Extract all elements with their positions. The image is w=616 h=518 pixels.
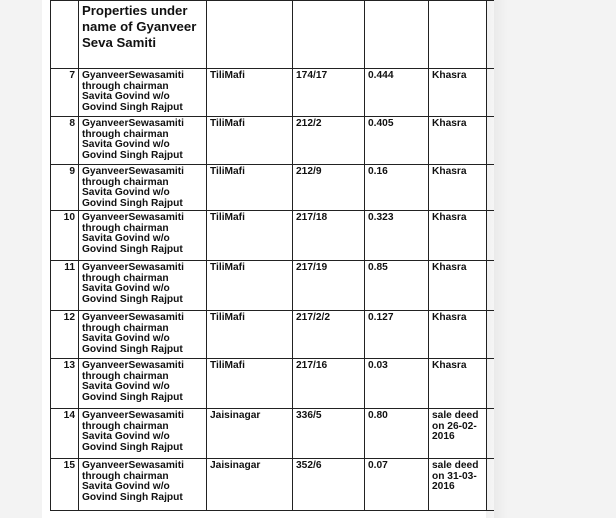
record-type-cell: Khasra xyxy=(429,69,487,117)
table-row xyxy=(51,117,495,165)
area-cell: 0.323 xyxy=(365,211,429,261)
village-cell: TiliMafi xyxy=(207,165,293,211)
record-type-cell: Khasra xyxy=(429,261,487,311)
table-cell-empty xyxy=(51,1,79,69)
owner-cell xyxy=(79,311,207,359)
owner-line: Savita Govind w/o xyxy=(82,333,170,344)
owner-line: Govind Singh Rajput xyxy=(82,149,183,161)
owner-line: Savita Govind w/o xyxy=(82,481,170,492)
khasra-number-cell: 174/17 xyxy=(293,69,365,117)
serial-number: 14 xyxy=(51,409,79,459)
table-heading-row xyxy=(51,1,495,69)
table-row xyxy=(51,311,495,359)
owner-line: Savita Govind w/o xyxy=(82,431,170,442)
serial-number: 9 xyxy=(51,165,79,211)
table-row xyxy=(51,165,495,211)
owner-line: Govind Singh Rajput xyxy=(82,441,183,453)
serial-number: 12 xyxy=(51,311,79,359)
owner-line: GyanveerSewasamiti xyxy=(82,360,184,371)
owner-line: GyanveerSewasamiti xyxy=(82,118,184,129)
table-cell-empty xyxy=(207,1,293,69)
table-cell-empty xyxy=(365,1,429,69)
khasra-number-cell: 336/5 xyxy=(293,409,365,459)
khasra-number-cell: 212/9 xyxy=(293,165,365,211)
table-row xyxy=(51,359,495,409)
owner-cell xyxy=(79,117,207,165)
owner-line: GyanveerSewasamiti xyxy=(82,460,184,471)
owner-line: Savita Govind w/o xyxy=(82,233,170,244)
village-cell: TiliMafi xyxy=(207,359,293,409)
owner-line: Govind Singh Rajput xyxy=(82,293,183,305)
page-edge-shadow xyxy=(486,0,508,518)
owner-line: through chairman xyxy=(82,128,169,140)
owner-line: Govind Singh Rajput xyxy=(82,343,183,355)
owner-line: Savita Govind w/o xyxy=(82,139,170,150)
owner-line: through chairman xyxy=(82,370,169,382)
area-cell: 0.85 xyxy=(365,261,429,311)
table-heading: Properties under name of Gyanveer Seva Samiti xyxy=(79,1,207,69)
khasra-number-cell: 217/18 xyxy=(293,211,365,261)
owner-line: Savita Govind w/o xyxy=(82,187,170,198)
khasra-number-cell: 217/16 xyxy=(293,359,365,409)
table-row xyxy=(51,459,495,511)
area-cell: 0.405 xyxy=(365,117,429,165)
properties-table-body xyxy=(51,1,495,511)
owner-cell xyxy=(79,165,207,211)
serial-number: 13 xyxy=(51,359,79,409)
owner-line: Savita Govind w/o xyxy=(82,283,170,294)
document-page xyxy=(42,0,494,518)
table-row xyxy=(51,211,495,261)
owner-line: Savita Govind w/o xyxy=(82,381,170,392)
owner-line: GyanveerSewasamiti xyxy=(82,212,184,223)
owner-line: through chairman xyxy=(82,80,169,92)
record-type-cell: Khasra xyxy=(429,165,487,211)
village-cell: TiliMafi xyxy=(207,211,293,261)
village-cell: Jaisinagar xyxy=(207,459,293,511)
area-cell: 0.16 xyxy=(365,165,429,211)
record-type-cell: Khasra xyxy=(429,359,487,409)
owner-line: through chairman xyxy=(82,470,169,482)
owner-line: Govind Singh Rajput xyxy=(82,391,183,403)
owner-line: GyanveerSewasamiti xyxy=(82,70,184,81)
table-cell-empty xyxy=(293,1,365,69)
area-cell: 0.444 xyxy=(365,69,429,117)
owner-line: Savita Govind w/o xyxy=(82,91,170,102)
record-type-cell: Khasra xyxy=(429,117,487,165)
owner-line: through chairman xyxy=(82,176,169,188)
owner-cell xyxy=(79,459,207,511)
owner-line: Govind Singh Rajput xyxy=(82,197,183,209)
table-row xyxy=(51,409,495,459)
owner-line: Govind Singh Rajput xyxy=(82,491,183,503)
owner-cell xyxy=(79,261,207,311)
serial-number: 10 xyxy=(51,211,79,261)
owner-line: GyanveerSewasamiti xyxy=(82,410,184,421)
record-type-cell: sale deed on 31-03-2016 xyxy=(429,459,487,511)
owner-line: through chairman xyxy=(82,420,169,432)
area-cell: 0.03 xyxy=(365,359,429,409)
owner-cell xyxy=(79,69,207,117)
area-cell: 0.127 xyxy=(365,311,429,359)
owner-cell xyxy=(79,409,207,459)
table-row xyxy=(51,69,495,117)
khasra-number-cell: 212/2 xyxy=(293,117,365,165)
owner-line: GyanveerSewasamiti xyxy=(82,166,184,177)
owner-line: GyanveerSewasamiti xyxy=(82,262,184,273)
owner-line: through chairman xyxy=(82,222,169,234)
record-type-cell: Khasra xyxy=(429,311,487,359)
village-cell: Jaisinagar xyxy=(207,409,293,459)
owner-line: through chairman xyxy=(82,272,169,284)
serial-number: 7 xyxy=(51,69,79,117)
record-type-cell: Khasra xyxy=(429,211,487,261)
properties-table xyxy=(50,0,494,511)
owner-cell xyxy=(79,211,207,261)
owner-line: through chairman xyxy=(82,322,169,334)
khasra-number-cell: 352/6 xyxy=(293,459,365,511)
village-cell: TiliMafi xyxy=(207,261,293,311)
owner-line: Govind Singh Rajput xyxy=(82,243,183,255)
owner-line: GyanveerSewasamiti xyxy=(82,312,184,323)
owner-cell xyxy=(79,359,207,409)
area-cell: 0.80 xyxy=(365,409,429,459)
table-row xyxy=(51,261,495,311)
serial-number: 8 xyxy=(51,117,79,165)
record-type-cell: sale deed on 26-02-2016 xyxy=(429,409,487,459)
village-cell: TiliMafi xyxy=(207,311,293,359)
village-cell: TiliMafi xyxy=(207,69,293,117)
serial-number: 11 xyxy=(51,261,79,311)
khasra-number-cell: 217/2/2 xyxy=(293,311,365,359)
area-cell: 0.07 xyxy=(365,459,429,511)
village-cell: TiliMafi xyxy=(207,117,293,165)
serial-number: 15 xyxy=(51,459,79,511)
khasra-number-cell: 217/19 xyxy=(293,261,365,311)
table-cell-empty xyxy=(429,1,487,69)
owner-line: Govind Singh Rajput xyxy=(82,101,183,113)
